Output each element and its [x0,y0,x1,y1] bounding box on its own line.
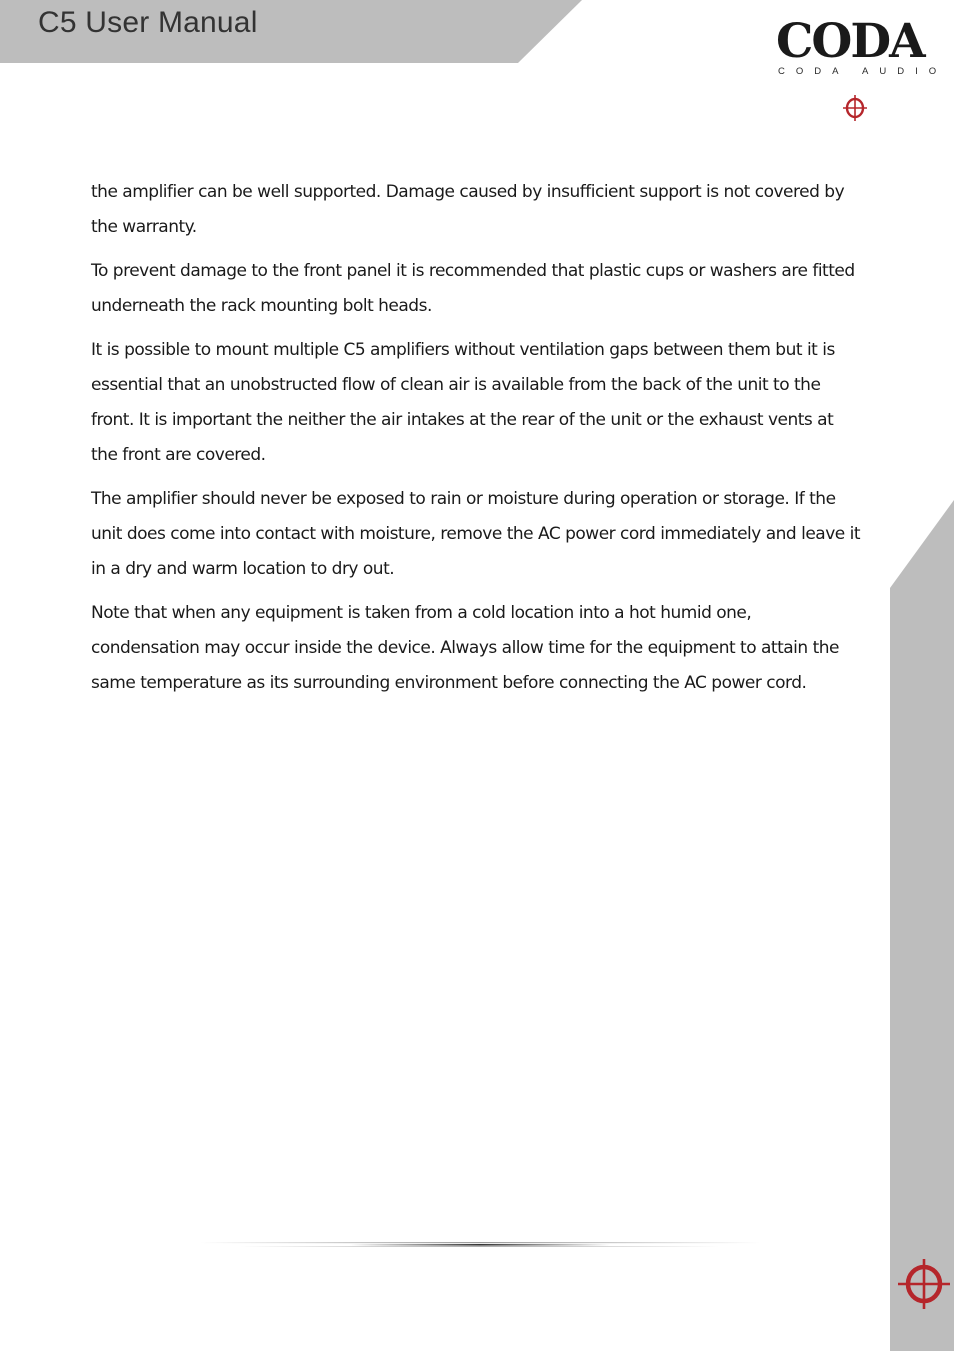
document-title: C5 User Manual [38,6,258,39]
logo-subtitle: CODA AUDIO [778,66,948,77]
body-text [91,175,863,710]
paragraph-front-panel: To prevent damage to the front panel it is recommended that plastic cups or washers are fitted underneath the rack mounting bolt heads. [91,261,855,316]
coda-logo [776,14,948,80]
coda-phi-icon [842,94,868,122]
logo-wordmark: CODA [776,14,924,69]
side-band [888,500,954,1351]
paragraph-condensation: Note that when any equipment is taken from a cold location into a hot humid one, condensation may occur inside the device. Always allow time for the equipment to attain the same temperature as its surrounding environment before connecting the AC power cord. [91,603,839,693]
paragraph-moisture: The amplifier should never be exposed to rain or moisture during operation or storage. If the unit does come into contact with moisture, remove the AC power cord immediately and leave it in a dry and warm location to dry out. [91,489,861,579]
paragraph-ventilation: It is possible to mount multiple C5 amplifiers without ventilation gaps between them but it is essential that an unobstructed flow of clean air is available from the back of the unit to the front. It is important the neither the air intakes at the rear of the unit or the exhaust vents at the front are covered. [91,340,835,465]
footer-divider [200,1238,760,1250]
footer-phi-icon [894,1256,952,1312]
paragraph-support: the amplifier can be well supported. Damage caused by insufficient support is not covered by the warranty. [91,182,845,237]
